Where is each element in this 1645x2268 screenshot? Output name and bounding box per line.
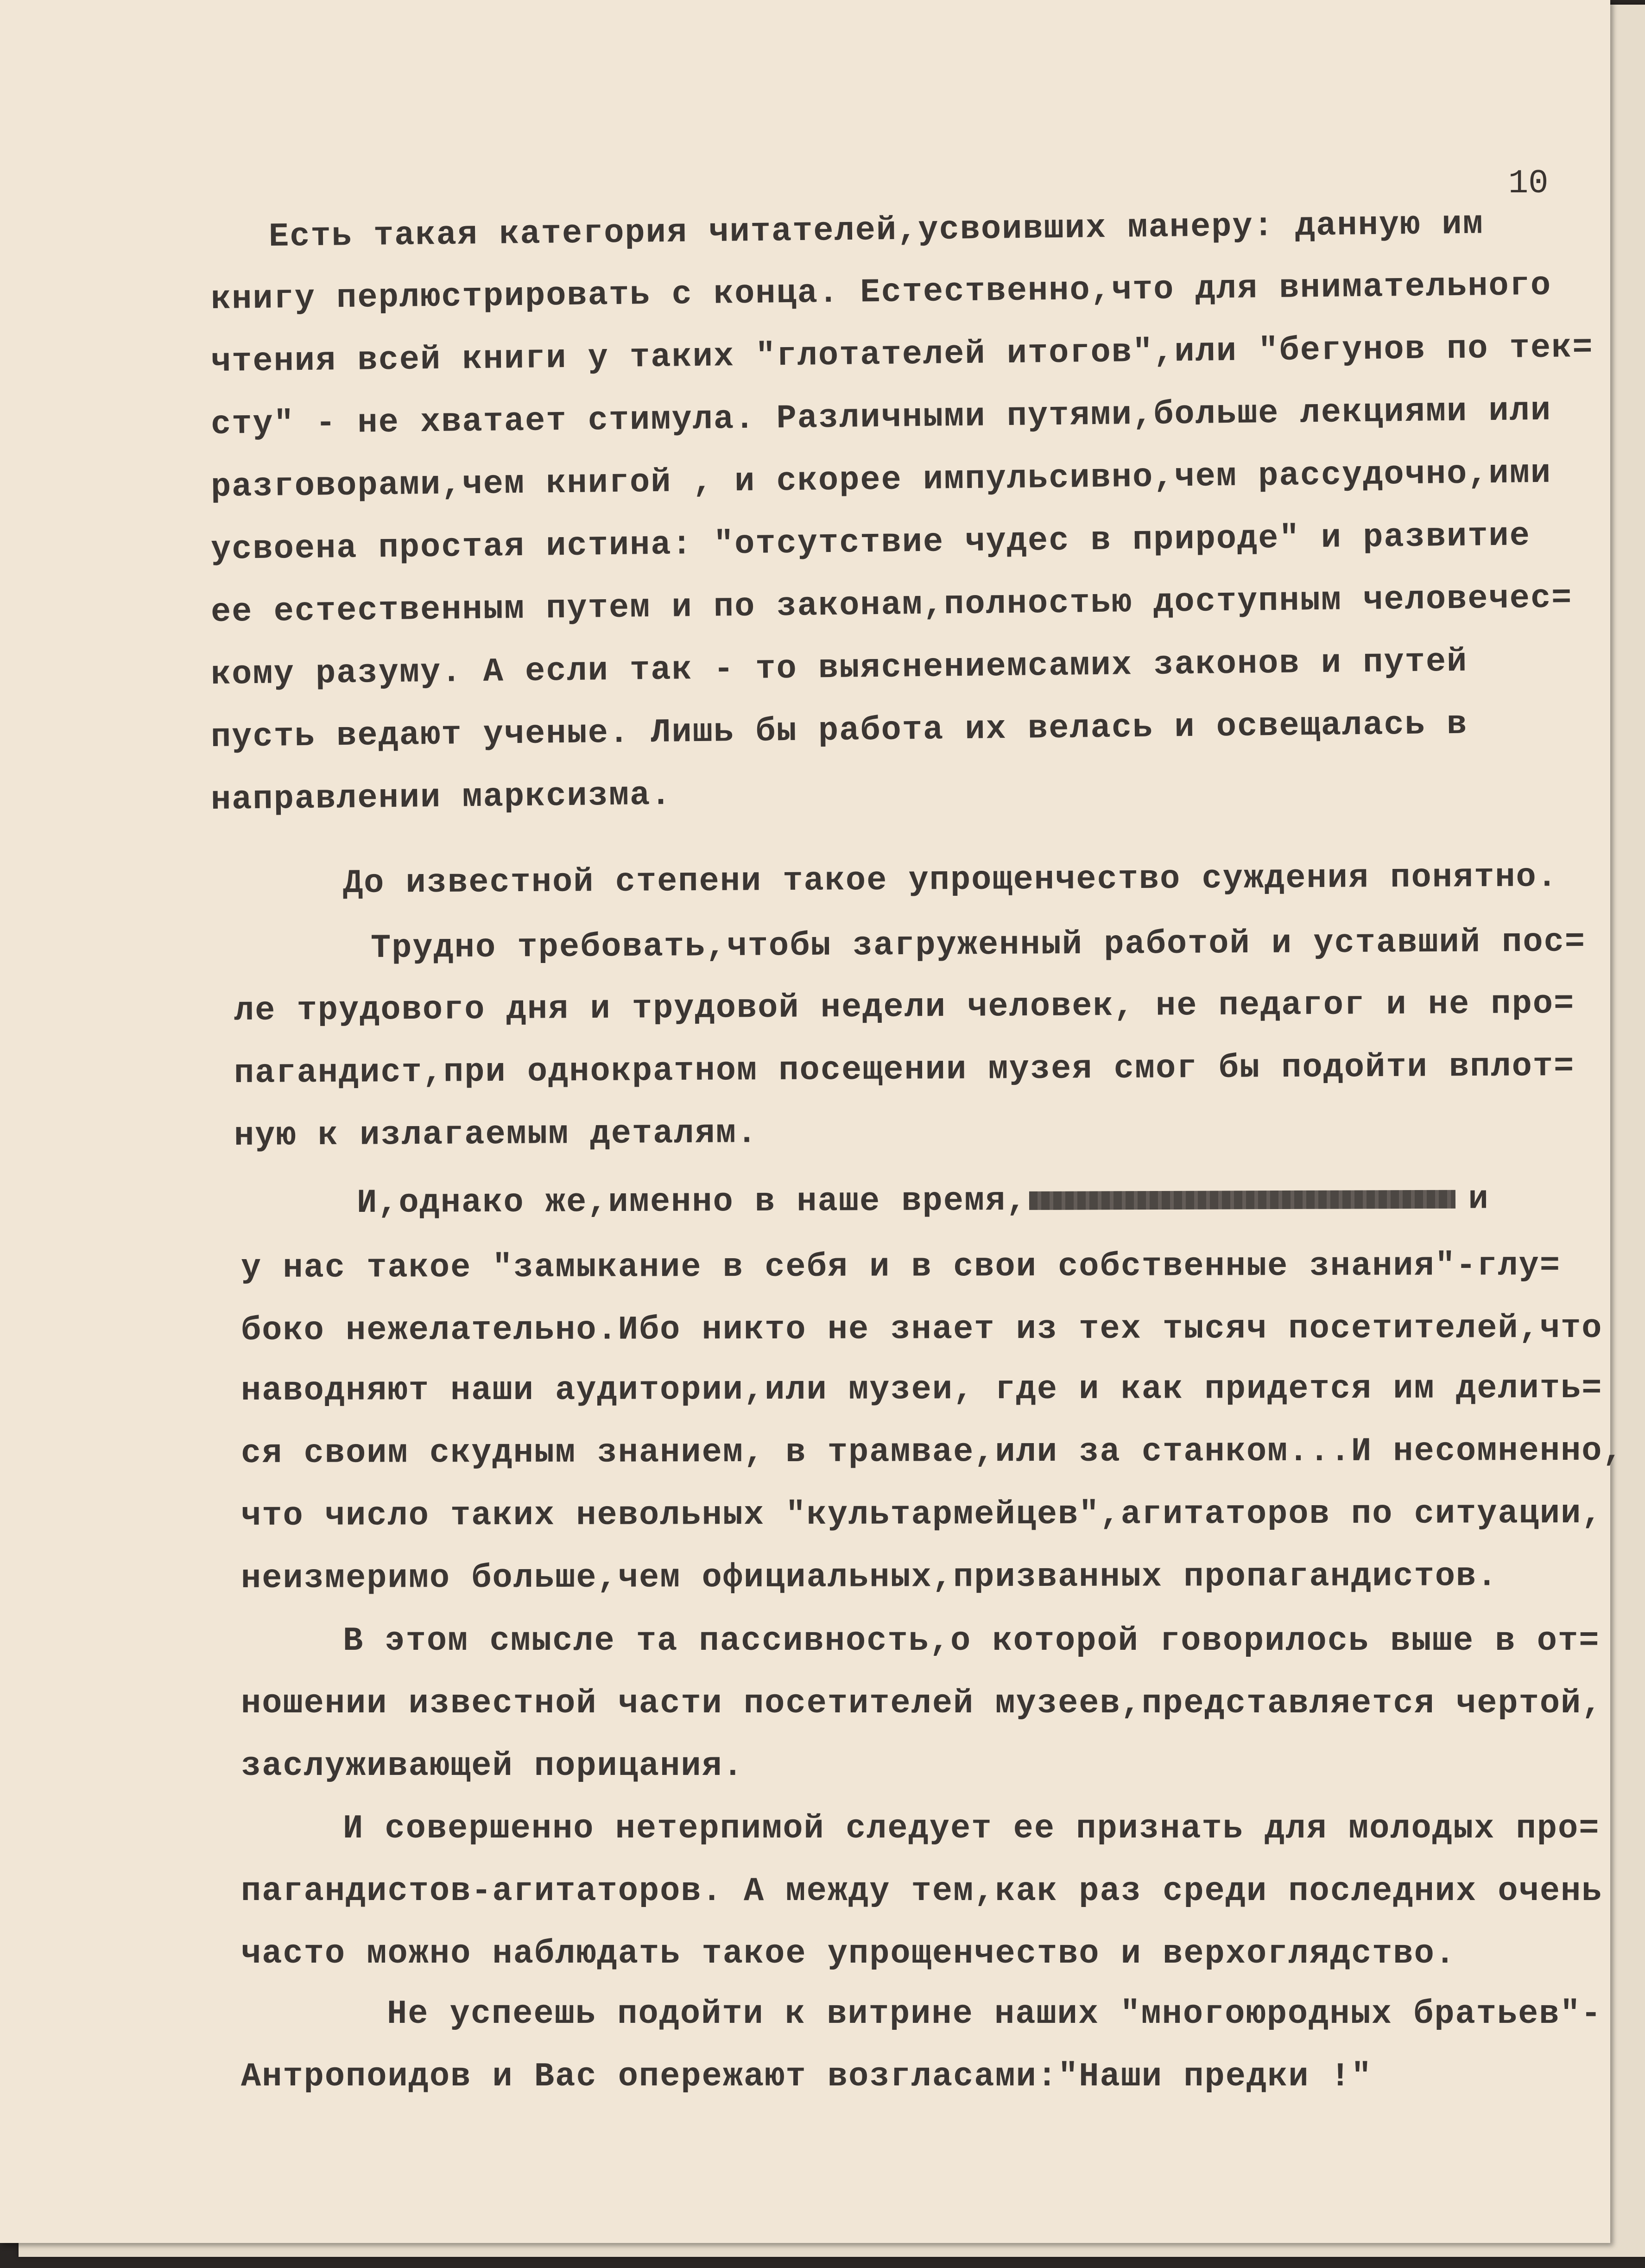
text-line: разговорами,чем книгой , и скорее импульсивно,чем рассудочно,ими	[210, 454, 1552, 506]
text-line: ную к излагаемым деталям.	[234, 1114, 758, 1155]
text-line: боко нежелательно.Ибо никто не знает из тех тысяч посетителей,что	[240, 1309, 1603, 1349]
text-line: ношении известной части посетителей музеев,представляется чертой,	[241, 1685, 1603, 1723]
text-line: Трудно требовать,чтобы загруженный работой и уставший пос=	[370, 923, 1586, 967]
text-line: ее естественным путем и по законам,полностью доступным человечес=	[210, 579, 1573, 631]
text-line: усвоена простая истина: "отсутствие чудес в природе" и развитие	[210, 517, 1531, 569]
text-line: заслуживающей порицания.	[241, 1747, 744, 1785]
text-line: пагандист,при однократном посещении музея смог бы подойти вплот=	[234, 1047, 1575, 1092]
line-text: И,однако же,именно в наше время,	[356, 1181, 1027, 1222]
text-line: наводняют наши аудитории,или музеи, где и как придется им делить=	[240, 1369, 1603, 1410]
text-line: Не успеешь подойти к витрине наших "многоюродных братьев"-	[387, 1995, 1602, 2033]
text-line-with-strikeout	[357, 1180, 1489, 1222]
text-line: В этом смысле та пассивность,о которой говорилось выше в от=	[343, 1622, 1600, 1660]
text-line: кому разуму. А если так - то выяснениемсамих законов и путей	[210, 642, 1468, 694]
page-number: 10	[1508, 165, 1549, 203]
struck-out-text	[1029, 1190, 1455, 1210]
text-line: Антропоидов и Вас опережают возгласами:"Наши предки !"	[241, 2058, 1373, 2096]
text-line: неизмеримо больше,чем официальных,призванных пропагандистов.	[240, 1557, 1498, 1597]
text-line: книгу перлюстрировать с конца. Естественно,что для внимательного	[210, 266, 1552, 318]
text-line: пусть ведают ученые. Лишь бы работа их велась и освещалась в	[210, 705, 1468, 756]
line-text-end: и	[1468, 1180, 1489, 1218]
text-line: направлении марксизма.	[210, 776, 672, 819]
text-line: И совершенно нетерпимой следует ее признать для молодых про=	[343, 1810, 1600, 1848]
text-line: пагандистов-агитаторов. А между тем,как раз среди последних очень	[241, 1872, 1603, 1910]
text-line: что число таких невольных "культармейцев",агитаторов по ситуации,	[240, 1494, 1603, 1535]
text-line: Есть такая категория читателей,усвоивших манеру: данную им	[268, 205, 1484, 256]
text-line: ся своим скудным знанием, в трамвае,или за станком...И несомненно,	[240, 1432, 1624, 1472]
text-line: До известной степени такое упрощенчество суждения понятно.	[342, 858, 1558, 902]
text-line: чтения всей книги у таких "глотателей итогов",или "бегунов по тек=	[210, 328, 1594, 381]
text-line: часто можно наблюдать такое упрощенчество и верхоглядство.	[241, 1935, 1456, 1973]
text-line: у нас такое "замыкание в себя и в свои собственные знания"-глу=	[240, 1247, 1561, 1287]
text-line: ле трудового дня и трудовой недели человек, не педагог и не про=	[234, 984, 1575, 1030]
text-line: сту" - не хватает стимула. Различными путями,больше лекциями или	[210, 391, 1552, 443]
